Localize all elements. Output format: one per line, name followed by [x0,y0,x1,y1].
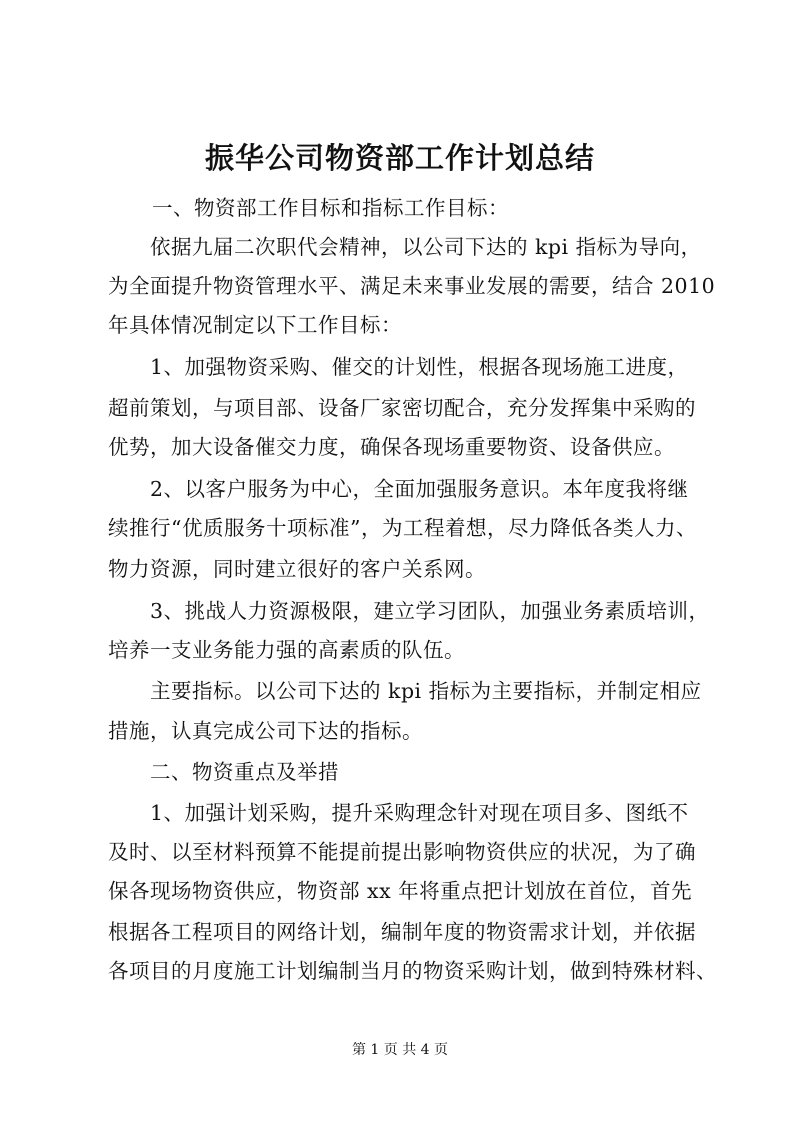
body-line: 主要指标。以公司下达的 kpi 指标为主要指标，并制定相应 [150,679,702,703]
body-line: 1、加强物资采购、催交的计划性，根据各现场施工进度， [150,355,689,379]
body-line: 保各现场物资供应，物资部 xx 年将重点把计划放在首位，首先 [108,879,693,903]
body-line: 3、挑战人力资源极限，建立学习团队，加强业务素质培训， [150,599,710,623]
body-line: 优势，加大设备催交力度，确保各现场重要物资、设备供应。 [108,435,675,459]
body-line: 二、物资重点及举措 [150,760,339,784]
body-line: 2、以客户服务为中心，全面加强服务意识。本年度我将继 [150,477,689,501]
body-line: 各项目的月度施工计划编制当月的物资采购计划，做到特殊材料、 [108,959,717,983]
body-line: 续推行“优质服务十项标准”，为工程着想，尽力降低各类人力、 [108,516,697,540]
body-line: 超前策划，与项目部、设备厂家密切配合，充分发挥集中采购的 [108,396,696,420]
document-title: 振华公司物资部工作计划总结 [204,141,595,175]
body-line: 根据各工程项目的网络计划，编制年度的物资需求计划，并依据 [108,920,696,944]
body-line: 1、加强计划采购，提升采购理念针对现在项目多、图纸不 [150,801,689,825]
body-line: 依据九届二次职代会精神，以公司下达的 kpi 指标为导向， [150,235,702,259]
body-line: 物力资源，同时建立很好的客户关系网。 [108,557,486,581]
body-line: 为全面提升物资管理水平、满足未来事业发展的需要，结合 2010 [108,274,716,298]
page-footer: 第 1 页 共 4 页 [351,1042,449,1058]
body-line: 培养一支业务能力强的高素质的队伍。 [108,638,465,662]
body-line: 一、物资部工作目标和指标工作目标： [152,196,509,220]
body-line: 措施，认真完成公司下达的指标。 [108,719,423,743]
body-line: 年具体情况制定以下工作目标： [108,313,402,337]
body-line: 及时、以至材料预算不能提前提出影响物资供应的状况，为了确 [108,840,696,864]
